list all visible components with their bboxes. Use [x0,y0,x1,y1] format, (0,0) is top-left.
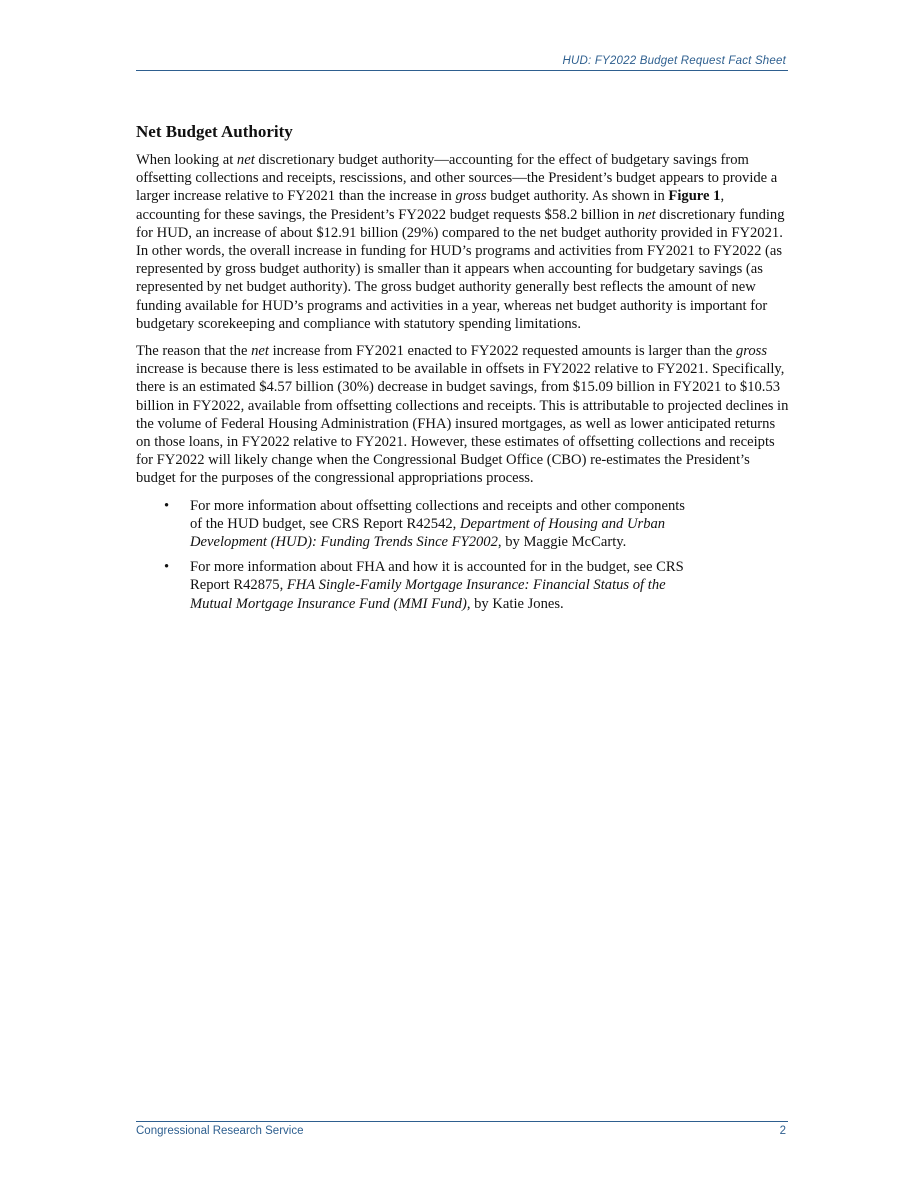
emphasis-net: net [251,343,269,360]
emphasis-net: net [637,206,656,223]
header-title: HUD: FY2022 Budget Request Fact Sheet [562,55,786,67]
text-run: The reason that the [136,343,252,360]
report-title-link[interactable]: FHA Single-Family Mortgage Insurance: Financial Status of the Mutual Mortgage Insurance Fund (MMI Fund) [190,577,666,612]
list-item [136,558,690,613]
text-run: increase is because there is less estimated to be available in offsets in FY2022 relative to FY2021. Specifically, there is an estimated $4.57 billion (30%) decrease in budget savings, from $15.09 billion in FY2021 to $10.53 billion in FY2022, available from offsetting collections and receipts. This is attributable to projected declines in the volume of Federal Housing Administration (FHA) insured mortgages, as well as lower anticipated returns on those loans, in FY2022 relative to FY2021. However, these estimates of offsetting collections and receipts for FY2022 will likely change when the Congressional Budget Office (CBO) re-estimates the President’s budget for the purposes of the congressional appropriations process. [136,361,789,487]
page-number: 2 [779,1125,786,1137]
emphasis-gross: gross [455,188,487,205]
bullet-icon: • [164,559,170,576]
paragraph-net-budget [136,151,791,333]
main-content [136,122,791,620]
text-run: , by Maggie McCarty. [497,534,627,551]
info-list [136,497,791,613]
text-run: increase from FY2021 enacted to FY2022 requested amounts is larger than the [268,343,736,360]
list-item [136,497,690,552]
text-run: , by Katie Jones. [466,595,564,612]
emphasis-net: net [236,152,255,168]
text-run: discretionary funding for HUD, an increase of about $12.91 billion (29%) compared to the net budget authority provided in FY2021. In other words, the overall increase in funding for HUD’s programs and activities from FY2021 to FY2022 (as represented by gross budget authority) is smaller than it appears when accounting for budgetary savings (as represented by net budget authority). The gross budget authority generally best reflects the amount of new funding available for HUD’s programs and activities in a year, whereas net budget authority is important for budgetary scorekeeping and compliance with statutory spending limitations. [136,206,785,332]
footer-organization: Congressional Research Service [136,1125,304,1137]
report-title-link[interactable]: Department of Housing and Urban Development (HUD): Funding Trends Since FY2002 [190,515,666,551]
text-run: , accounting for these savings, the President’s FY2022 budget requests $58.2 billion in [136,188,725,223]
text-run: discretionary budget authority—accounting for the effect of budgetary savings from offsetting collections and receipts, rescissions, and other sources—the President’s budget appears to provide a larger increase relative to FY2021 than the increase in [136,152,778,205]
bullet-icon: • [164,497,170,514]
paragraph-offsets [136,342,791,488]
page-footer [136,1121,788,1137]
emphasis-gross: gross [735,343,768,360]
text-run: budget authority. As shown in [486,188,669,205]
text-run: For more information about offsetting collections and receipts and other components of the HUD budget, see CRS Report R42542, [190,497,685,532]
page-header [136,54,788,71]
figure-reference[interactable]: Figure 1 [668,188,721,205]
section-heading: Net Budget Authority [136,122,293,141]
text-run: When looking at [136,152,237,168]
text-run: For more information about FHA and how it is accounted for in the budget, see CRS Report R42875, [190,559,684,594]
